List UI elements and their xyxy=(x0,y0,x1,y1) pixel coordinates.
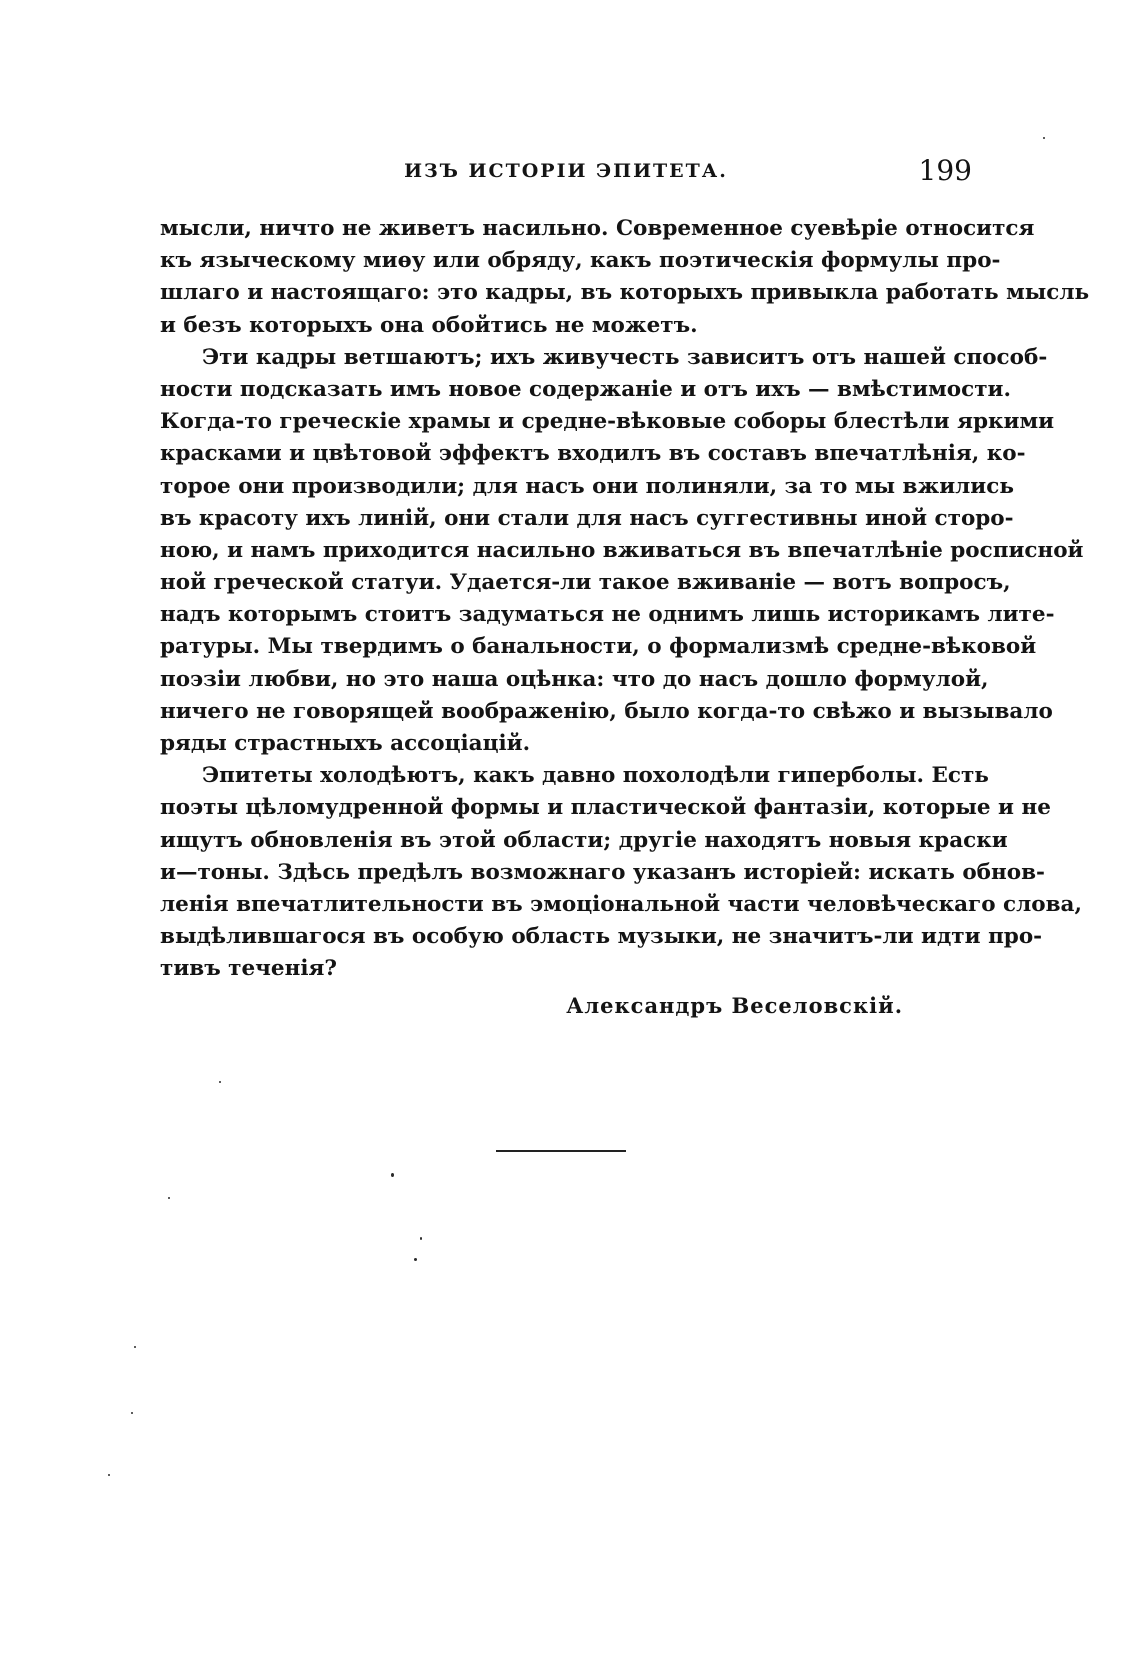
scan-speck xyxy=(131,1412,133,1414)
text-line: къ языческому миѳу или обряду, какъ поэтическія формулы про- xyxy=(160,248,1001,274)
text-line: шлаго и настоящаго: это кадры, въ которыхъ привыкла работать мысль xyxy=(160,280,1090,306)
scan-speck xyxy=(420,1237,422,1240)
text-line: надъ которымъ стоитъ задуматься не однимъ лишь историкамъ лите- xyxy=(160,602,1055,628)
scan-speck xyxy=(134,1346,136,1348)
text-line: ною, и намъ приходится насильно вживаться въ впечатлѣніе росписной xyxy=(160,537,1084,563)
text-line: Когда-то греческіе храмы и средне-вѣковые соборы блестѣли яркими xyxy=(160,409,1055,435)
text-line: ности подсказать имъ новое содержаніе и отъ ихъ — вмѣстимости. xyxy=(160,376,1011,402)
text-line: и безъ которыхъ она обойтись не можетъ. xyxy=(160,312,698,338)
text-line: ничего не говорящей воображенію, было когда-то свѣжо и вызывало xyxy=(160,698,1053,724)
text-line: Эпитеты холодѣютъ, какъ давно похолодѣли гиперболы. Есть xyxy=(202,763,989,789)
text-line: торое они производили; для насъ они полиняли, за то мы вжились xyxy=(160,473,1014,499)
scan-speck xyxy=(219,1081,221,1083)
text-line: въ красоту ихъ линій, они стали для насъ суггестивны иной сторо- xyxy=(160,505,1014,531)
text-line: поэзіи любви, но это наша оцѣнка: что до насъ дошло формулой, xyxy=(160,666,989,692)
scan-speck xyxy=(1043,137,1045,139)
text-line: красками и цвѣтовой эффектъ входилъ въ составъ впечатлѣнія, ко- xyxy=(160,441,1026,467)
text-line: выдѣлившагося въ особую область музыки, не значитъ-ли идти про- xyxy=(160,924,1043,950)
running-head xyxy=(160,148,972,188)
text-line: ленія впечатлительности въ эмоціональной части человѣческаго слова, xyxy=(160,891,1082,917)
running-title: ИЗЪ ИСТОРІИ ЭПИТЕТА. xyxy=(404,160,728,182)
scan-speck xyxy=(414,1258,417,1261)
author-signature: Александръ Веселовскій. xyxy=(566,993,903,1018)
text-line: ратуры. Мы твердимъ о банальности, о формализмѣ средне-вѣковой xyxy=(160,634,1037,660)
text-line: ряды страстныхъ ассоціацій. xyxy=(160,731,531,756)
text-line: тивъ теченія? xyxy=(160,956,337,982)
text-line: ищутъ обновленія въ этой области; другіе находятъ новыя краски xyxy=(160,827,1008,853)
body-text xyxy=(160,213,1090,986)
scan-speck xyxy=(391,1173,394,1177)
text-line: и—тоны. Здѣсь предѣлъ возможнаго указанъ исторіей: искать обнов- xyxy=(160,859,1045,885)
text-line: мысли, ничто не живетъ насильно. Современное суевѣріе относится xyxy=(160,216,1035,241)
section-divider xyxy=(496,1150,626,1152)
text-line: ной греческой статуи. Удается-ли такое вживаніе — вотъ вопросъ, xyxy=(160,570,1011,596)
text-line: Эти кадры ветшаютъ; ихъ живучесть зависитъ отъ нашей способ- xyxy=(202,344,1048,370)
text-line: поэты цѣломудренной формы и пластической фантазіи, которые и не xyxy=(160,795,1051,821)
page-number: 199 xyxy=(918,154,972,187)
scan-speck xyxy=(108,1474,110,1476)
scan-speck xyxy=(168,1197,170,1199)
